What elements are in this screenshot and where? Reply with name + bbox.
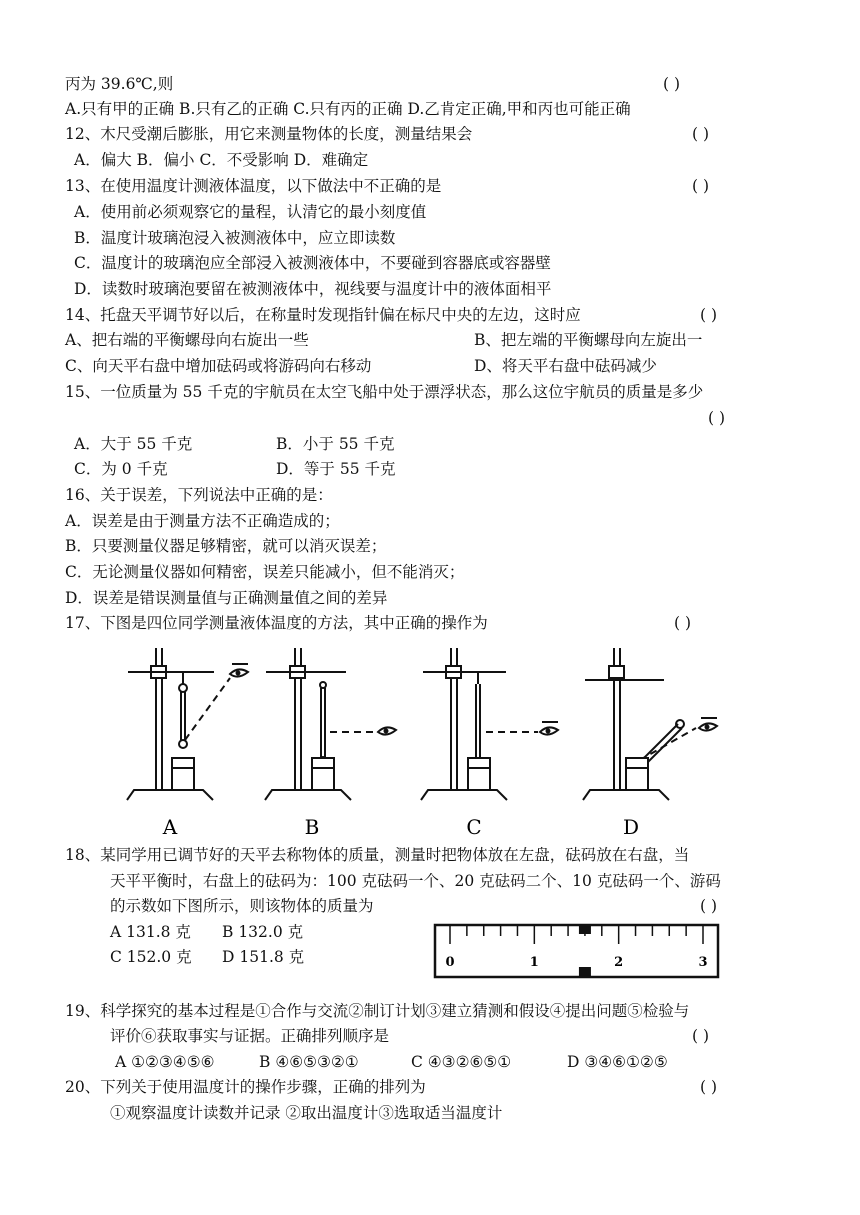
stand-b [265,648,376,800]
q18-stem-1: 18、某同学用已调节好的天平去称物体的质量，测量时把物体放在左盘，砝码放在右盘，当 [65,846,690,864]
q14-option-a: A、把右端的平衡螺母向右旋出一些 [65,331,309,349]
scale-tick-label: 0 [445,955,455,970]
q13-option-a: A．使用前必须观察它的量程，认清它的最小刻度值 [74,203,427,221]
q16-option-b: B．只要测量仪器足够精密，就可以消灭误差； [65,537,387,555]
q14-option-b: B、把左端的平衡螺母向左旋出一 [474,331,703,349]
q12-answer-blank[interactable]: ( ) [692,125,710,143]
q15-answer-blank[interactable]: ( ) [708,409,726,427]
q13-stem: 13、在使用温度计测液体温度，以下做法中不正确的是 [65,177,442,195]
q20-stem: 20、下列关于使用温度计的操作步骤，正确的排列为 [65,1078,426,1096]
q18-option-b: B 132.0 克 [222,923,304,941]
q13-option-c: C．温度计的玻璃泡应全部浸入被测液体中，不要碰到容器底或容器壁 [74,254,551,272]
q12-stem: 12、木尺受潮后膨胀，用它来测量物体的长度，测量结果会 [65,125,473,143]
eye-icon [540,722,558,735]
q15-option-d: D．等于 55 千克 [276,460,396,478]
scale-tick-label: 2 [614,955,624,970]
q15-option-a: A．大于 55 千克 [74,435,193,453]
figure-label-d: D [622,815,640,839]
q15-option-b: B．小于 55 千克 [276,435,395,453]
q16-option-c: C．无论测量仪器如何精密，误差只能减小，但不能消灭； [65,563,465,581]
q14-answer-blank[interactable]: ( ) [700,306,718,324]
q13-answer-blank[interactable]: ( ) [692,177,710,195]
rider-marker-bottom [579,967,591,976]
q17-answer-blank[interactable]: ( ) [674,614,692,632]
q19-option-b: B ④⑥⑤③②① [259,1053,359,1071]
q20-answer-blank[interactable]: ( ) [700,1078,718,1096]
q18-stem-2: 天平平衡时，右盘上的砝码为：100 克砝码一个、20 克砝码二个、10 克砝码一个、游码 [110,872,721,890]
scale-tick-label: 3 [698,955,708,970]
q14-option-c: C、向天平右盘中增加砝码或将游码向右移动 [65,357,372,375]
thermometer-figure [0,640,860,840]
q18-option-c: C 152.0 克 [110,948,192,966]
eye-icon [699,718,717,731]
scale-tick-label: 1 [529,955,539,970]
q13-option-b: B．温度计玻璃泡浸入被测液体中，应立即读数 [74,229,396,247]
q19-stem-2: 评价⑥获取事实与证据。正确排列顺序是 [110,1027,390,1045]
q16-stem: 16、关于误差，下列说法中正确的是： [65,486,333,504]
rider-marker-top [579,925,591,934]
q18-option-a: A 131.8 克 [110,923,191,941]
q19-answer-blank[interactable]: ( ) [692,1027,710,1045]
q15-option-c: C．为 0 千克 [74,460,168,478]
figure-label-a: A [162,815,178,839]
q11-answer-blank[interactable]: ( ) [663,75,681,93]
stand-d [583,648,696,800]
q16-option-a: A．误差是由于测量方法不正确造成的； [65,512,340,530]
q18-option-d: D 151.8 克 [222,948,305,966]
eye-icon [230,664,248,677]
eye-icon [378,727,396,734]
q19-option-c: C ④③②⑥⑤① [411,1053,512,1071]
q20-steps: ①观察温度计读数并记录 ②取出温度计③选取适当温度计 [110,1104,503,1122]
q11-tail: 丙为 39.6℃,则 [65,75,174,93]
q14-option-d: D、将天平右盘中砝码减少 [474,357,657,375]
q19-option-d: D ③④⑥①②⑤ [567,1053,668,1071]
q11-options: A.只有甲的正确 B.只有乙的正确 C.只有丙的正确 D.乙肯定正确,甲和丙也可能正确 [65,100,631,118]
q18-stem-3: 的示数如下图所示，则该物体的质量为 [110,897,374,915]
q17-stem: 17、下图是四位同学测量液体温度的方法，其中正确的操作为 [65,614,488,632]
q14-stem: 14、托盘天平调节好以后，在称量时发现指针偏在标尺中央的左边，这时应 [65,306,581,324]
q16-option-d: D．误差是错误测量值与正确测量值之间的差异 [65,589,388,607]
figure-label-b: B [304,815,320,839]
q13-option-d: D．读数时玻璃泡要留在被测液体中，视线要与温度计中的液体面相平 [74,280,552,298]
q12-options: A．偏大 B．偏小 C．不受影响 D．难确定 [74,151,369,169]
q19-option-a: A ①②③④⑤⑥ [115,1053,215,1071]
q19-stem-1: 19、科学探究的基本过程是①合作与交流②制订计划③建立猜测和假设④提出问题⑤检验与 [65,1002,690,1020]
stand-a [127,648,230,800]
q15-stem: 15、一位质量为 55 千克的宇航员在太空飞船中处于漂浮状态，那么这位宇航员的质量是多少 [65,383,704,401]
stand-c [421,648,538,800]
figure-label-c: C [466,815,482,839]
rider-scale [433,922,723,980]
q18-answer-blank[interactable]: ( ) [700,897,718,915]
